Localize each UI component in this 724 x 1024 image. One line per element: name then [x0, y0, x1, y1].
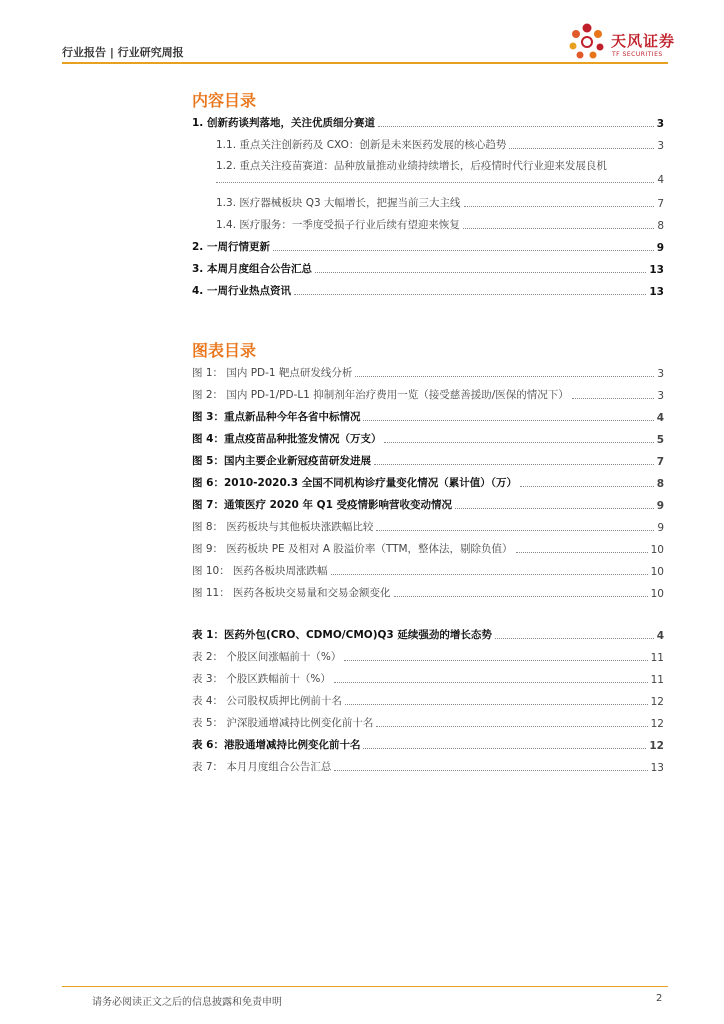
toc-entry-label[interactable]: 1.2. 重点关注疫苗赛道：品种放量推动业绩持续增长，后疫情时代行业迎来发展良机	[216, 160, 607, 172]
figure-entry-label: 图 5：国内主要企业新冠疫苗研发进展	[192, 455, 371, 467]
table-entry-page: 11	[650, 652, 664, 664]
figure-entry-page: 9	[657, 522, 664, 534]
leader-dots	[495, 637, 654, 639]
toc-entry-label: 4. 一周行业热点资讯	[192, 285, 291, 297]
figure-entry[interactable]	[192, 408, 664, 424]
toc-entry[interactable]	[192, 260, 664, 276]
toc-entry-label: 1.3. 医疗器械板块 Q3 大幅增长，把握当前三大主线	[216, 197, 461, 209]
figure-entry[interactable]	[192, 540, 664, 556]
figure-entry-page: 5	[656, 434, 664, 446]
leader-dots	[374, 463, 654, 465]
table-entry[interactable]	[192, 714, 664, 730]
figure-entry-label: 图 8： 医药板块与其他板块涨跌幅比较	[192, 521, 374, 533]
toc-entry-label: 1.1. 重点关注创新药及 CXO：创新是未来医药发展的核心趋势	[216, 139, 507, 151]
figure-entry-label: 图 10： 医药各板块周涨跌幅	[192, 565, 328, 577]
leader-dots	[334, 681, 648, 683]
table-entry-page: 12	[649, 740, 664, 752]
leader-dots	[516, 551, 648, 553]
figure-entry-page: 9	[656, 500, 664, 512]
leader-dots	[216, 181, 654, 183]
footer-divider	[62, 986, 668, 987]
leader-dots	[315, 271, 646, 273]
leader-dots	[376, 529, 654, 531]
figure-entry[interactable]	[192, 430, 664, 446]
page-number: 2	[656, 993, 663, 1004]
contents-title: 内容目录	[192, 91, 257, 110]
leader-dots	[363, 419, 653, 421]
footer-disclaimer: 请务必阅读正文之后的信息披露和免责申明	[92, 997, 282, 1008]
figure-entry[interactable]	[192, 386, 664, 402]
table-entry-page: 12	[650, 718, 664, 730]
figure-entry[interactable]	[192, 584, 664, 600]
leader-dots	[520, 485, 654, 487]
figure-entry-page: 8	[656, 478, 664, 490]
toc-entry-page: 4	[657, 174, 664, 186]
figure-entry-label: 图 2： 国内 PD-1/PD-L1 抑制剂年治疗费用一览（接受慈善援助/医保的情况下）	[192, 389, 569, 401]
leader-dots	[334, 769, 647, 771]
logo-name: 天风证券	[611, 32, 676, 50]
leader-dots	[378, 125, 654, 127]
table-entry-page: 13	[650, 762, 664, 774]
toc-entry[interactable]	[192, 282, 664, 298]
toc-entry[interactable]	[192, 114, 664, 130]
figure-entry-label: 图 3：重点新品种今年各省中标情况	[192, 411, 361, 423]
toc-entry-page: 3	[657, 140, 664, 152]
toc-entry[interactable]	[216, 216, 664, 232]
toc-entry-label: 3. 本周月度组合公告汇总	[192, 263, 312, 275]
toc-entry-page: 9	[656, 242, 664, 254]
toc-entry[interactable]	[192, 238, 664, 254]
table-entry[interactable]	[192, 626, 664, 642]
figure-entry-page: 10	[650, 544, 664, 556]
figure-entry[interactable]	[192, 364, 664, 380]
figure-entry-page: 3	[657, 390, 664, 402]
leader-dots	[384, 441, 653, 443]
leader-dots	[294, 293, 646, 295]
toc-entry-continuation	[216, 172, 664, 186]
table-entry-page: 4	[656, 630, 664, 642]
table-entry-page: 12	[650, 696, 664, 708]
table-entry[interactable]	[192, 692, 664, 708]
leader-dots	[394, 595, 648, 597]
toc-entry-page: 13	[649, 286, 664, 298]
figure-entry-page: 10	[650, 566, 664, 578]
figure-entry-page: 7	[656, 456, 664, 468]
logo	[567, 22, 677, 62]
toc-entry-label: 2. 一周行情更新	[192, 241, 270, 253]
toc-entry-page: 8	[657, 220, 664, 232]
figure-entry[interactable]	[192, 562, 664, 578]
leader-dots	[572, 397, 655, 399]
figures-title: 图表目录	[192, 341, 257, 360]
figure-entry[interactable]	[192, 452, 664, 468]
figure-entry-label: 图 7：通策医疗 2020 年 Q1 受疫情影响营收变动情况	[192, 499, 453, 511]
toc-entry-page: 3	[656, 118, 664, 130]
figure-entry[interactable]	[192, 518, 664, 534]
table-entry-label: 表 5： 沪深股通增减持比例变化前十名	[192, 717, 374, 729]
table-entry[interactable]	[192, 670, 664, 686]
toc-entry-label: 1.4. 医疗服务：一季度受损子行业后续有望迎来恢复	[216, 219, 460, 231]
leader-dots	[463, 227, 654, 229]
logo-subtitle: TF SECURITIES	[612, 51, 663, 58]
leader-dots	[376, 725, 647, 727]
toc-entry-page: 7	[657, 198, 664, 210]
figure-entry-label: 图 11： 医药各板块交易量和交易金额变化	[192, 587, 391, 599]
leader-dots	[464, 205, 655, 207]
figure-entry-page: 3	[657, 368, 664, 380]
leader-dots	[363, 747, 646, 749]
figure-entry-page: 10	[650, 588, 664, 600]
toc-entry[interactable]	[216, 136, 664, 152]
table-entry-label: 表 3： 个股区跌幅前十（%）	[192, 673, 331, 685]
leader-dots	[455, 507, 654, 509]
table-entry-label: 表 7： 本月月度组合公告汇总	[192, 761, 332, 773]
toc-entry-label: 1. 创新药谈判落地，关注优质细分赛道	[192, 117, 375, 129]
breadcrumb: 行业报告 | 行业研究周报	[62, 46, 184, 59]
figure-entry[interactable]	[192, 496, 664, 512]
leader-dots	[355, 375, 654, 377]
table-entry-label: 表 2： 个股区间涨幅前十（%）	[192, 651, 342, 663]
figure-entry-label: 图 4：重点疫苗品种批签发情况（万支）	[192, 433, 382, 445]
figure-entry-label: 图 9： 医药板块 PE 及相对 A 股溢价率（TTM，整体法，剔除负值）	[192, 543, 513, 555]
flower-logo-icon	[567, 22, 609, 62]
table-entry[interactable]	[192, 648, 664, 664]
table-entry[interactable]	[192, 758, 664, 774]
header-divider	[62, 62, 668, 64]
leader-dots	[509, 147, 654, 149]
figure-entry[interactable]	[192, 474, 664, 490]
table-entry-label: 表 1：医药外包(CRO、CDMO/CMO)Q3 延续强劲的增长态势	[192, 629, 492, 641]
table-entry-label: 表 4： 公司股权质押比例前十名	[192, 695, 342, 707]
toc-entry-page: 13	[649, 264, 664, 276]
page-header	[0, 0, 724, 70]
leader-dots	[273, 249, 654, 251]
figure-entry-label: 图 1： 国内 PD-1 靶点研发线分析	[192, 367, 353, 379]
table-entry-label: 表 6：港股通增减持比例变化前十名	[192, 739, 361, 751]
leader-dots	[331, 573, 648, 575]
table-entry-page: 11	[650, 674, 664, 686]
figure-entry-page: 4	[656, 412, 664, 424]
leader-dots	[344, 659, 647, 661]
toc-entry[interactable]	[216, 194, 664, 210]
table-entry[interactable]	[192, 736, 664, 752]
figure-entry-label: 图 6：2010-2020.3 全国不同机构诊疗量变化情况（累计值）（万）	[192, 477, 517, 489]
leader-dots	[345, 703, 648, 705]
